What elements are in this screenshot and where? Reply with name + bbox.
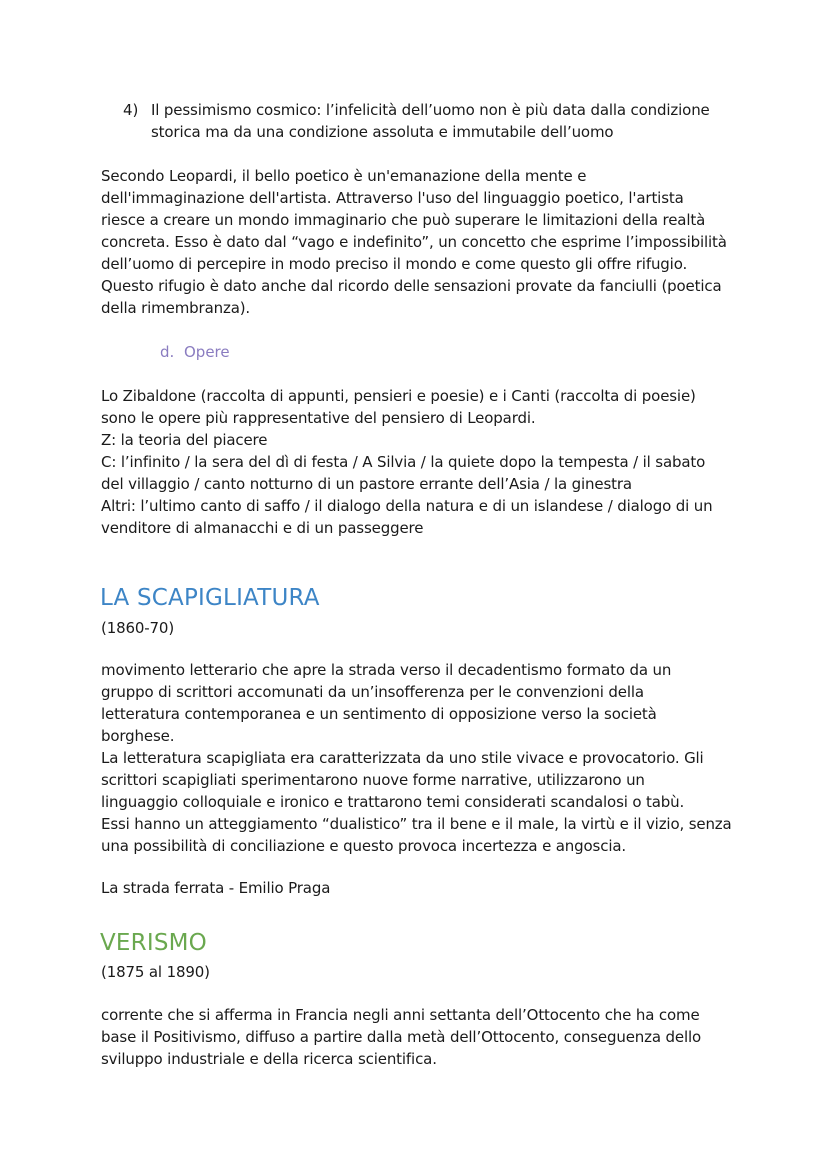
- heading-verismo: VERISMO: [100, 930, 207, 956]
- paragraph-line: linguaggio colloquiale e ironico e trattarono temi considerati scandalosi o tabù.: [101, 793, 685, 811]
- paragraph-line: dell'immaginazione dell'artista. Attraverso l'uso del linguaggio poetico, l'artista: [101, 189, 684, 207]
- paragraph-line: gruppo di scrittori accomunati da un’insofferenza per le convenzioni della: [101, 683, 644, 701]
- paragraph-line: Secondo Leopardi, il bello poetico è un'emanazione della mente e: [101, 167, 587, 185]
- paragraph-line: C: l’infinito / la sera del dì di festa / A Silvia / la quiete dopo la tempesta / il sabato: [101, 453, 706, 471]
- list-item-line: Il pessimismo cosmico: l’infelicità dell’uomo non è più data dalla condizione: [151, 101, 710, 119]
- paragraph-line: dell’uomo di percepire in modo preciso il mondo e come questo gli offre rifugio.: [101, 255, 688, 273]
- subheading-opere: [160, 341, 230, 363]
- subheading-letter: d.: [160, 343, 175, 361]
- paragraph-line: riesce a creare un mondo immaginario che può superare le limitazioni della realtà: [101, 211, 706, 229]
- paragraph-line: La letteratura scapigliata era caratterizzata da uno stile vivace e provocatorio. Gli: [101, 749, 704, 767]
- paragraph-line: Z: la teoria del piacere: [101, 431, 268, 449]
- date-range: (1860-70): [101, 619, 175, 637]
- list-item-line: storica ma da una condizione assoluta e immutabile dell’uomo: [151, 123, 614, 141]
- paragraph-line: letteratura contemporanea e un sentimento di opposizione verso la società: [101, 705, 657, 723]
- paragraph-line: movimento letterario che apre la strada verso il decadentismo formato da un: [101, 661, 672, 679]
- subheading-title: Opere: [184, 343, 230, 361]
- date-range: (1875 al 1890): [101, 963, 210, 981]
- paragraph-line: Altri: l’ultimo canto di saffo / il dialogo della natura e di un islandese / dialogo di un: [101, 497, 713, 515]
- paragraph-line: del villaggio / canto notturno di un pastore errante dell’Asia / la ginestra: [101, 475, 632, 493]
- paragraph-line: sviluppo industriale e della ricerca scientifica.: [101, 1050, 437, 1068]
- paragraph-line: base il Positivismo, diffuso a partire dalla metà dell’Ottocento, conseguenza dello: [101, 1028, 702, 1046]
- paragraph-line: Questo rifugio è dato anche dal ricordo delle sensazioni provate da fanciulli (poetica: [101, 277, 722, 295]
- paragraph-line: Essi hanno un atteggiamento “dualistico” tra il bene e il male, la virtù e il vizio, senza: [101, 815, 732, 833]
- list-number: 4): [123, 101, 139, 119]
- paragraph-line: Lo Zibaldone (raccolta di appunti, pensieri e poesie) e i Canti (raccolta di poesie): [101, 387, 696, 405]
- paragraph-line: sono le opere più rappresentative del pensiero di Leopardi.: [101, 409, 536, 427]
- paragraph-line: della rimembranza).: [101, 299, 251, 317]
- example-work: La strada ferrata - Emilio Praga: [101, 879, 331, 897]
- heading-scapigliatura: LA SCAPIGLIATURA: [100, 585, 320, 611]
- paragraph-line: una possibilità di conciliazione e questo provoca incertezza e angoscia.: [101, 837, 626, 855]
- paragraph-line: corrente che si afferma in Francia negli anni settanta dell’Ottocento che ha come: [101, 1006, 700, 1024]
- paragraph-line: borghese.: [101, 727, 175, 745]
- paragraph-line: concreta. Esso è dato dal “vago e indefinito”, un concetto che esprime l’impossibilità: [101, 233, 727, 251]
- paragraph-line: venditore di almanacchi e di un passeggere: [101, 519, 424, 537]
- paragraph-line: scrittori scapigliati sperimentarono nuove forme narrative, utilizzarono un: [101, 771, 645, 789]
